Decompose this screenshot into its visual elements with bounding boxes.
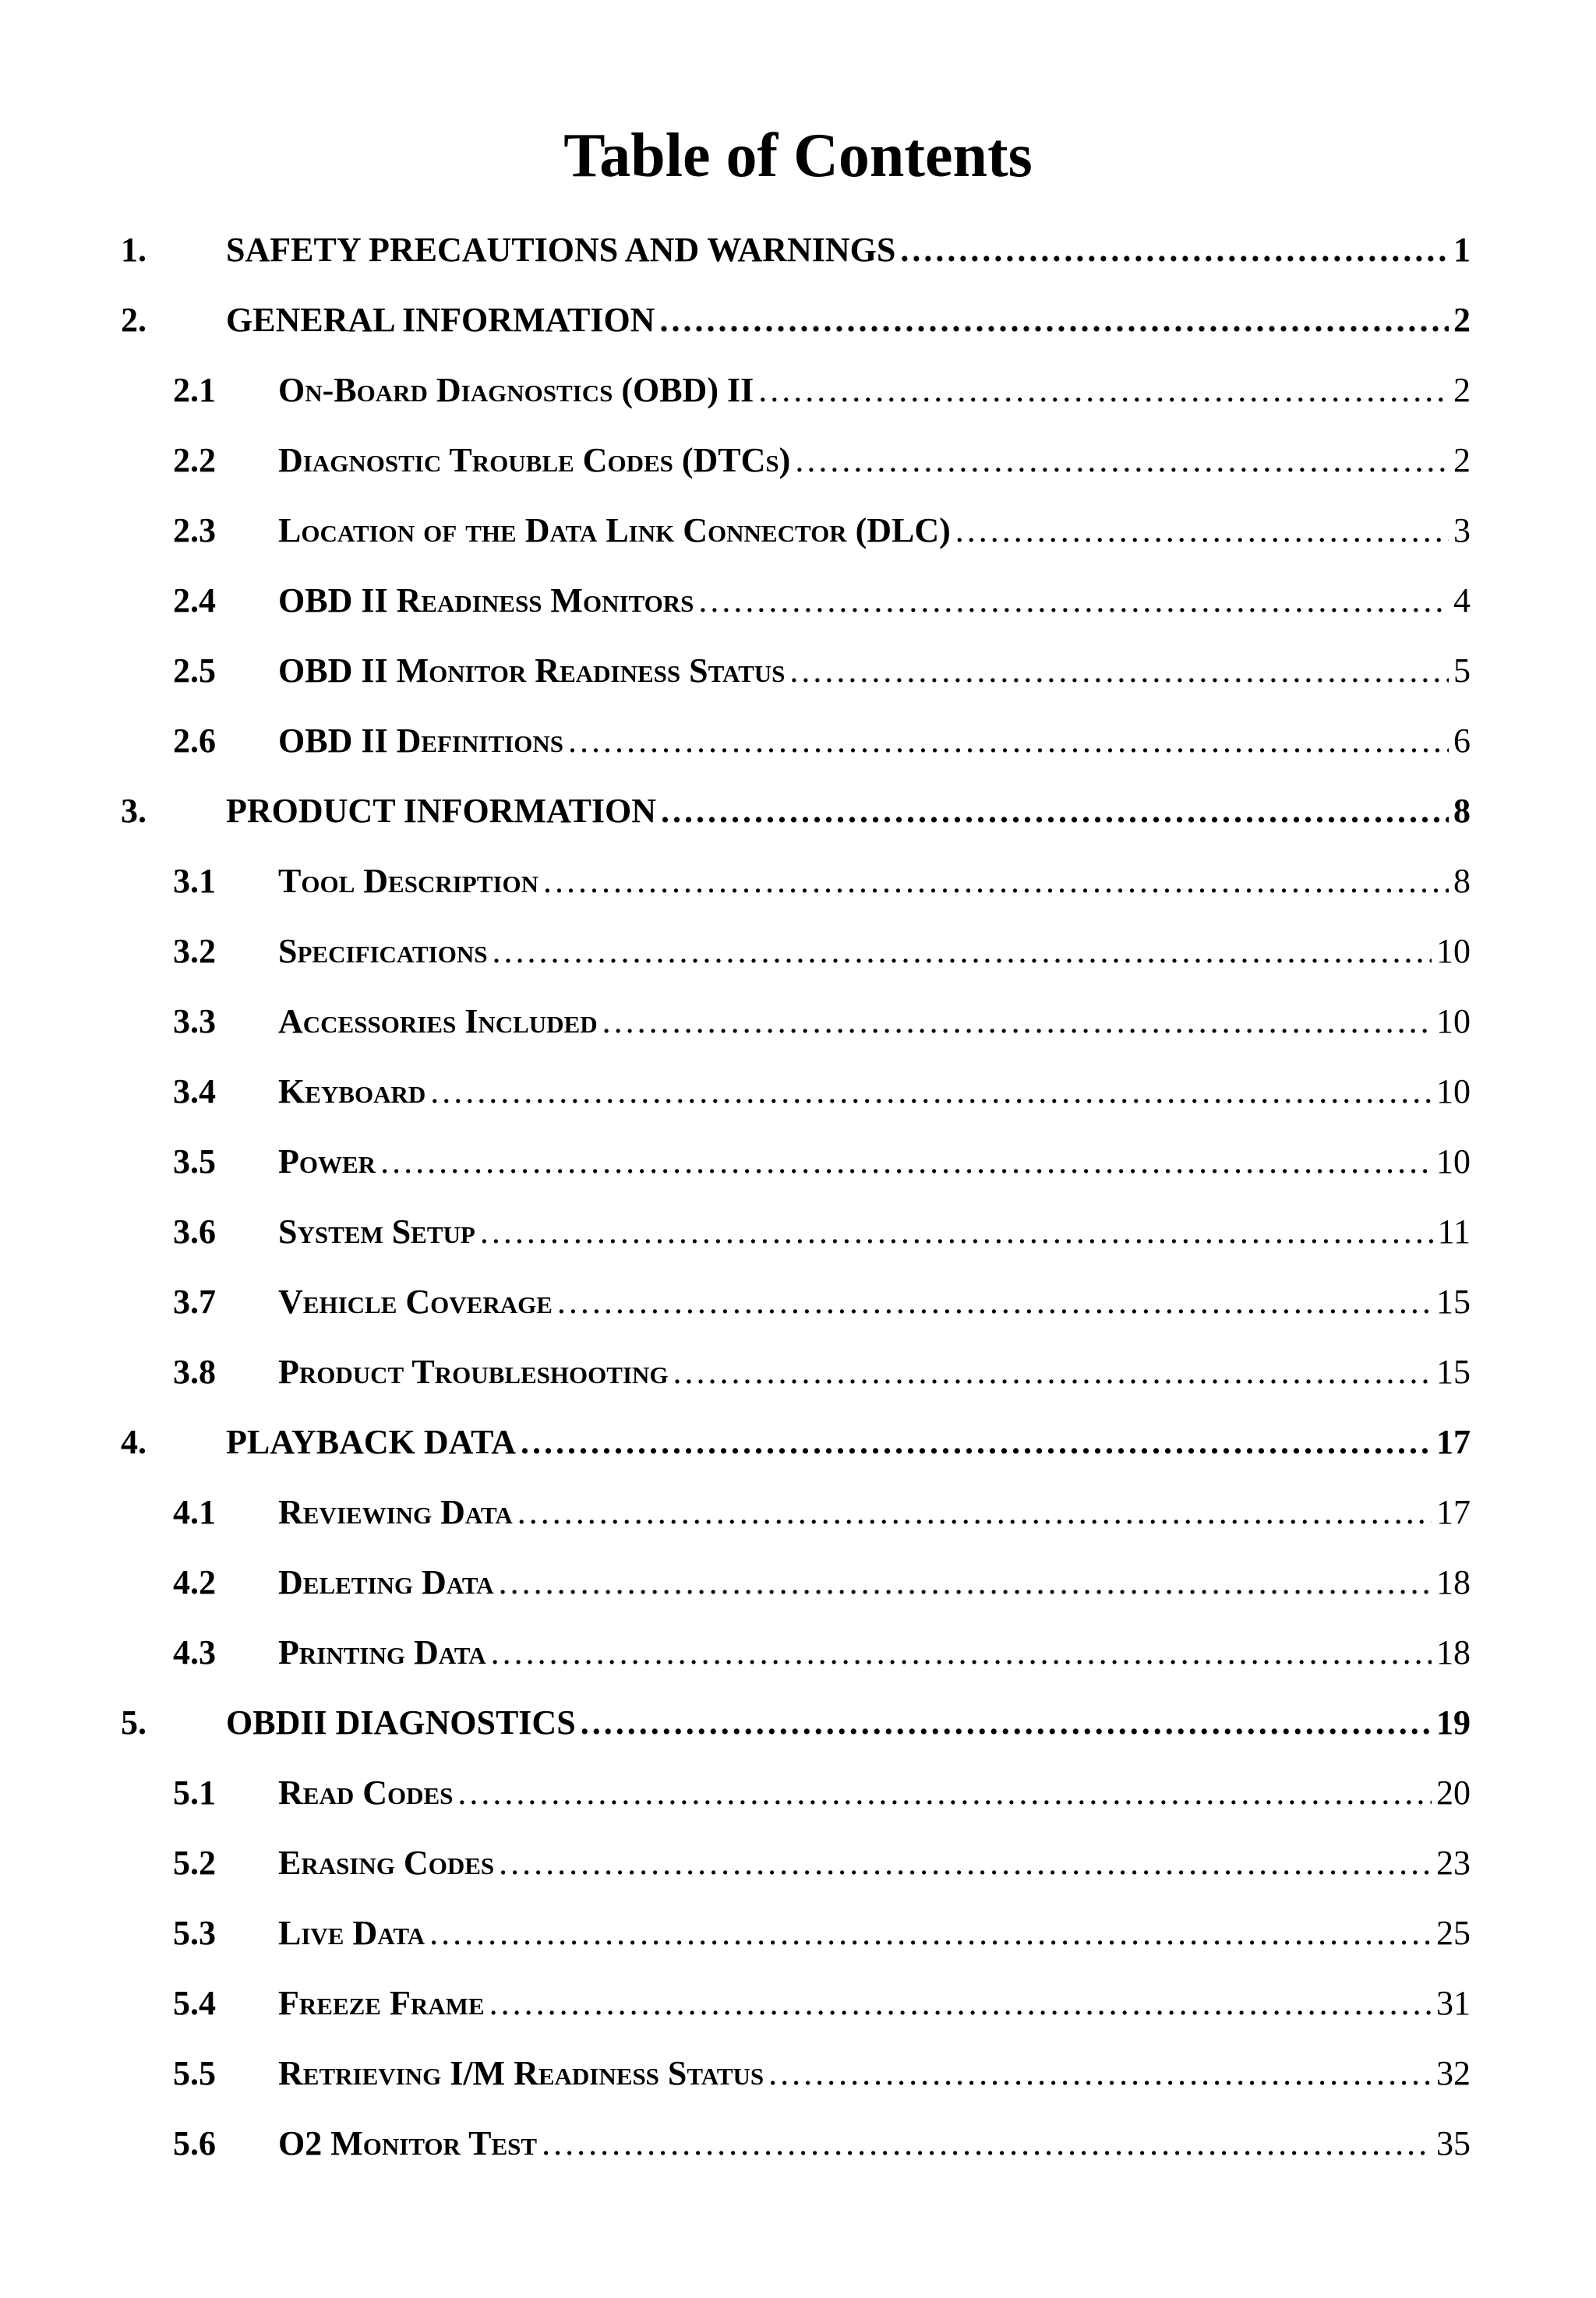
- toc-entry-title: Keyboard: [278, 1072, 426, 1110]
- toc-entry-number: 2.1: [173, 371, 216, 409]
- toc-entry-page-number: 15: [1436, 1283, 1471, 1321]
- toc-entry-number: 3.4: [173, 1072, 216, 1110]
- toc-dot-leader: [499, 1840, 1432, 1887]
- toc-section-entry[interactable]: [121, 566, 1471, 636]
- toc-entry-title: Erasing Codes: [278, 1844, 495, 1882]
- toc-entry-number: 4.3: [173, 1633, 216, 1671]
- toc-entry-page-number: 10: [1436, 932, 1471, 970]
- toc-section-entry[interactable]: [121, 987, 1471, 1057]
- toc-entry-page-number: 31: [1436, 1984, 1471, 2022]
- toc-entry-number: 2.: [121, 301, 147, 339]
- toc-dot-leader: [491, 1629, 1432, 1676]
- toc-entry-page-number: 5: [1453, 651, 1471, 690]
- toc-dot-leader: [380, 1138, 1432, 1185]
- toc-entry-page-number: 18: [1436, 1563, 1471, 1601]
- toc-dot-leader: [493, 928, 1432, 975]
- toc-entry-title: Diagnostic Trouble Codes (DTCs): [278, 441, 791, 479]
- toc-entry-number: 3.7: [173, 1283, 216, 1321]
- toc-entry-page-number: 3: [1453, 511, 1471, 549]
- toc-dot-leader: [659, 297, 1449, 344]
- toc-entry-title: Live Data: [278, 1914, 425, 1952]
- toc-entry-page-number: 10: [1436, 1002, 1471, 1040]
- toc-entry-page-number: 17: [1436, 1493, 1471, 1531]
- toc-dot-leader: [768, 2050, 1432, 2097]
- toc-entry-number: 4.2: [173, 1563, 216, 1601]
- toc-entry-page-number: 2: [1453, 441, 1471, 479]
- toc-entry-title: OBD II Definitions: [278, 722, 563, 760]
- toc-entry-page-number: 8: [1453, 862, 1471, 900]
- toc-dot-leader: [698, 577, 1449, 624]
- toc-entry-number: 5.: [121, 1703, 147, 1742]
- toc-entry-title: GENERAL INFORMATION: [226, 301, 655, 339]
- toc-entry-title: OBD II Monitor Readiness Status: [278, 651, 786, 690]
- toc-entry-title: Tool Description: [278, 862, 538, 900]
- toc-entry-title: O2 Monitor Test: [278, 2124, 538, 2162]
- page-title: Table of Contents: [563, 122, 1033, 190]
- toc-entry-page-number: 10: [1436, 1142, 1471, 1181]
- toc-entry-number: 5.5: [173, 2054, 216, 2092]
- toc-entry-title: Retrieving I/M Readiness Status: [278, 2054, 764, 2092]
- toc-section-entry[interactable]: [121, 846, 1471, 916]
- toc-section-entry[interactable]: [121, 496, 1471, 566]
- toc-chapter-entry[interactable]: [121, 1407, 1471, 1477]
- toc-section-entry[interactable]: [121, 1618, 1471, 1688]
- toc-entry-number: 3.3: [173, 1002, 216, 1040]
- toc-entry-title: OBDII DIAGNOSTICS: [226, 1703, 576, 1742]
- toc-entry-page-number: 32: [1436, 2054, 1471, 2092]
- toc-section-entry[interactable]: [121, 1197, 1471, 1267]
- toc-entry-number: 3.: [121, 792, 147, 830]
- toc-dot-leader: [758, 367, 1449, 414]
- toc-entry-page-number: 25: [1436, 1914, 1471, 1952]
- toc-entry-title: Freeze Frame: [278, 1984, 485, 2022]
- toc-entry-title: On-Board Diagnostics (OBD) II: [278, 371, 754, 409]
- toc-section-entry[interactable]: [121, 1548, 1471, 1618]
- toc-dot-leader: [489, 1980, 1432, 2027]
- toc-dot-leader: [499, 1559, 1432, 1606]
- toc-section-entry[interactable]: [121, 636, 1471, 706]
- toc-section-entry[interactable]: [121, 2039, 1471, 2109]
- toc-dot-leader: [673, 1349, 1432, 1396]
- toc-dot-leader: [789, 648, 1449, 694]
- toc-entry-number: 5.4: [173, 1984, 216, 2022]
- toc-section-entry[interactable]: [121, 1758, 1471, 1828]
- toc-section-entry[interactable]: [121, 1127, 1471, 1197]
- toc-dot-leader: [480, 1209, 1433, 1255]
- toc-entry-title: Specifications: [278, 932, 488, 970]
- toc-section-entry[interactable]: [121, 2109, 1471, 2179]
- toc-entry-page-number: 1: [1453, 231, 1471, 269]
- toc-dot-leader: [430, 1068, 1432, 1115]
- toc-dot-leader: [568, 718, 1449, 764]
- toc-entry-page-number: 4: [1453, 581, 1471, 620]
- toc-entry-number: 5.6: [173, 2124, 216, 2162]
- toc-section-entry[interactable]: [121, 706, 1471, 776]
- toc-chapter-entry[interactable]: [121, 215, 1471, 285]
- toc-section-entry[interactable]: [121, 1337, 1471, 1407]
- toc-entry-title: Accessories Included: [278, 1002, 598, 1040]
- toc-dot-leader: [955, 507, 1449, 554]
- toc-section-entry[interactable]: [121, 1968, 1471, 2039]
- toc-entry-number: 2.6: [173, 722, 216, 760]
- toc-entry-number: 4.: [121, 1423, 147, 1461]
- toc-section-entry[interactable]: [121, 425, 1471, 496]
- toc-entry-number: 2.5: [173, 651, 216, 690]
- toc-dot-leader: [661, 788, 1449, 835]
- toc-entry-title: SAFETY PRECAUTIONS AND WARNINGS: [226, 231, 896, 269]
- toc-chapter-entry[interactable]: [121, 1688, 1471, 1758]
- toc-dot-leader: [521, 1419, 1432, 1466]
- toc-entry-page-number: 2: [1453, 301, 1471, 339]
- table-of-contents: [121, 215, 1471, 2179]
- toc-entry-number: 2.3: [173, 511, 216, 549]
- toc-entry-page-number: 23: [1436, 1844, 1471, 1882]
- toc-entry-title: OBD II Readiness Monitors: [278, 581, 694, 620]
- toc-entry-page-number: 2: [1453, 371, 1471, 409]
- toc-entry-number: 2.2: [173, 441, 216, 479]
- toc-entry-page-number: 18: [1436, 1633, 1471, 1671]
- toc-entry-number: 5.2: [173, 1844, 216, 1882]
- toc-entry-number: 3.6: [173, 1213, 216, 1251]
- toc-entry-title: System Setup: [278, 1213, 475, 1251]
- toc-chapter-entry[interactable]: [121, 776, 1471, 846]
- toc-entry-page-number: 20: [1436, 1774, 1471, 1812]
- toc-entry-page-number: 15: [1436, 1353, 1471, 1391]
- toc-entry-page-number: 6: [1453, 722, 1471, 760]
- toc-dot-leader: [543, 858, 1449, 905]
- toc-entry-page-number: 8: [1453, 792, 1471, 830]
- toc-entry-title: Vehicle Coverage: [278, 1283, 553, 1321]
- toc-entry-number: 1.: [121, 231, 147, 269]
- toc-section-entry[interactable]: [121, 1828, 1471, 1898]
- toc-dot-leader: [557, 1279, 1432, 1325]
- toc-entry-number: 3.1: [173, 862, 216, 900]
- toc-dot-leader: [900, 227, 1449, 274]
- toc-dot-leader: [429, 1910, 1432, 1957]
- toc-dot-leader: [602, 998, 1432, 1045]
- toc-entry-page-number: 11: [1437, 1213, 1471, 1251]
- toc-entry-number: 3.5: [173, 1142, 216, 1181]
- toc-entry-title: Reviewing Data: [278, 1493, 513, 1531]
- toc-entry-page-number: 19: [1436, 1703, 1471, 1742]
- toc-entry-number: 3.2: [173, 932, 216, 970]
- toc-entry-title: Read Codes: [278, 1774, 454, 1812]
- toc-entry-number: 5.1: [173, 1774, 216, 1812]
- toc-entry-page-number: 17: [1436, 1423, 1471, 1461]
- toc-entry-title: Deleting Data: [278, 1563, 494, 1601]
- toc-entry-title: Location of the Data Link Connector (DLC): [278, 511, 951, 549]
- toc-dot-leader: [795, 437, 1449, 484]
- toc-section-entry[interactable]: [121, 916, 1471, 987]
- toc-entry-page-number: 35: [1436, 2124, 1471, 2162]
- toc-dot-leader: [542, 2120, 1432, 2167]
- toc-section-entry[interactable]: [121, 1898, 1471, 1968]
- toc-section-entry[interactable]: [121, 1267, 1471, 1337]
- toc-entry-title: Product Troubleshooting: [278, 1353, 669, 1391]
- toc-dot-leader: [581, 1700, 1432, 1746]
- toc-entry-number: 4.1: [173, 1493, 216, 1531]
- toc-entry-number: 2.4: [173, 581, 216, 620]
- toc-section-entry[interactable]: [121, 1057, 1471, 1127]
- toc-entry-title: PRODUCT INFORMATION: [226, 792, 657, 830]
- toc-entry-title: Power: [278, 1142, 376, 1181]
- toc-section-entry[interactable]: [121, 355, 1471, 425]
- toc-entry-title: Printing Data: [278, 1633, 486, 1671]
- toc-dot-leader: [517, 1489, 1432, 1536]
- toc-entry-number: 3.8: [173, 1353, 216, 1391]
- toc-dot-leader: [457, 1770, 1432, 1816]
- toc-section-entry[interactable]: [121, 1477, 1471, 1548]
- toc-entry-number: 5.3: [173, 1914, 216, 1952]
- toc-entry-page-number: 10: [1436, 1072, 1471, 1110]
- toc-entry-title: PLAYBACK DATA: [226, 1423, 517, 1461]
- toc-chapter-entry[interactable]: [121, 285, 1471, 355]
